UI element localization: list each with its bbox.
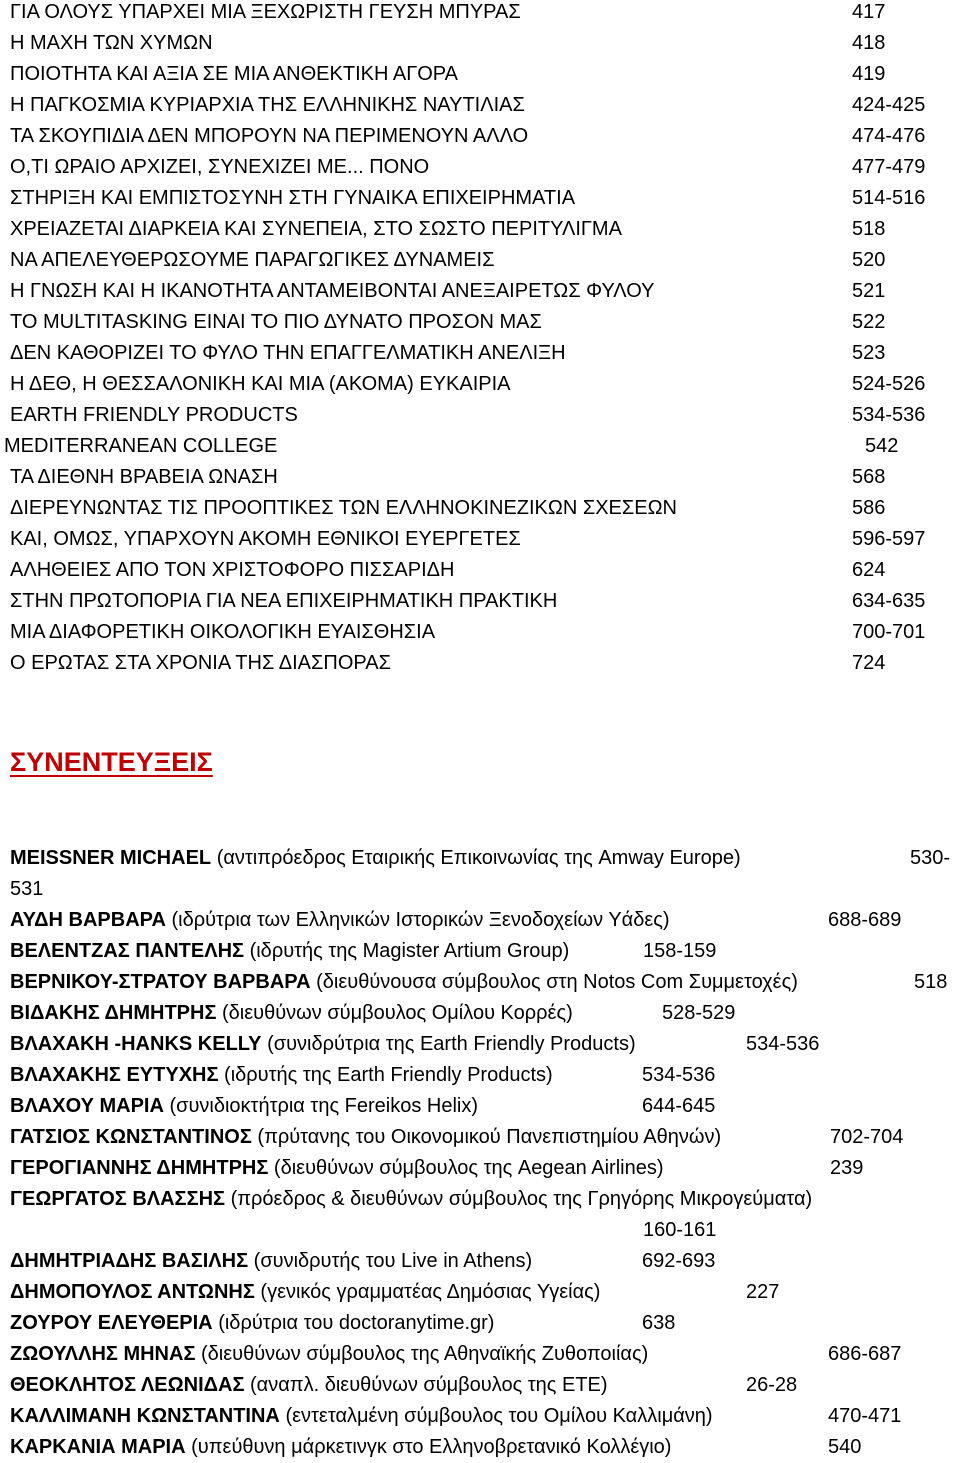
interview-pages: 239 bbox=[830, 1157, 864, 1179]
interviewee-name: ΚΑΡΚΑΝΙΑ ΜΑΡΙΑ bbox=[10, 1436, 186, 1458]
interview-pages: 518 bbox=[914, 971, 948, 993]
article-pages: 474-476 bbox=[852, 125, 926, 147]
interviewee-role: (γενικός γραμματέας Δημόσιας Υγείας) bbox=[260, 1281, 601, 1303]
interview-pages: 534-536 bbox=[642, 1064, 716, 1086]
list-item bbox=[10, 400, 950, 431]
interviewee-role: (ιδρυτής της Earth Friendly Products) bbox=[224, 1064, 553, 1086]
article-title: ΔΕΝ ΚΑΘΟΡΙΖΕΙ ΤΟ ΦΥΛΟ ΤΗΝ ΕΠΑΓΓΕΛΜΑΤΙΚΗ ΑΝΕΛΙΞΗ bbox=[10, 342, 566, 364]
interviewee-name: ΚΑΛΛΙΜΑΝΗ ΚΩΝΣΤΑΝΤΙΝΑ bbox=[10, 1405, 280, 1427]
article-pages: 568 bbox=[852, 466, 886, 488]
article-pages: 542 bbox=[865, 435, 899, 457]
article-pages: 624 bbox=[852, 559, 886, 581]
article-pages: 634-635 bbox=[852, 590, 926, 612]
interviewee-role: (διευθύνων σύμβουλος Ομίλου Κορρές) bbox=[222, 1002, 573, 1024]
article-title: ΜΙΑ ΔΙΑΦΟΡΕΤΙΚΗ ΟΙΚΟΛΟΓΙΚΗ ΕΥΑΙΣΘΗΣΙΑ bbox=[10, 621, 436, 643]
interview-pages: 688-689 bbox=[828, 909, 902, 931]
article-title: Η ΠΑΓΚΟΣΜΙΑ ΚΥΡΙΑΡΧΙΑ ΤΗΣ ΕΛΛΗΝΙΚΗΣ ΝΑΥΤΙΛΙΑΣ bbox=[10, 94, 525, 116]
interview-pages: 644-645 bbox=[642, 1095, 716, 1117]
interviewee-role: (πρύτανης του Οικονομικού Πανεπιστημίου Αθηνών) bbox=[257, 1126, 722, 1148]
list-item bbox=[10, 462, 950, 493]
interview-pages: 227 bbox=[746, 1281, 780, 1303]
interviewee-role: (διευθύνων σύμβουλος της Αθηναϊκής Ζυθοποιίας) bbox=[201, 1343, 649, 1365]
article-title: ΠΟΙΟΤΗΤΑ ΚΑΙ ΑΞΙΑ ΣΕ ΜΙΑ ΑΝΘΕΚΤΙΚΗ ΑΓΟΡΑ bbox=[10, 63, 458, 85]
article-title: ΚΑΙ, ΟΜΩΣ, ΥΠΑΡΧΟΥΝ ΑΚΟΜΗ ΕΘΝΙΚΟΙ ΕΥΕΡΓΕΤΕΣ bbox=[10, 528, 521, 550]
article-pages: 524-526 bbox=[852, 373, 926, 395]
list-item bbox=[10, 90, 950, 121]
article-pages: 534-536 bbox=[852, 404, 926, 426]
interview-pages: 26-28 bbox=[746, 1374, 798, 1396]
interviewee-name: ΓΕΡΟΓΙΑΝΝΗΣ ΔΗΜΗΤΡΗΣ bbox=[10, 1157, 269, 1179]
interview-pages: 638 bbox=[642, 1312, 676, 1334]
list-item bbox=[10, 1432, 955, 1463]
article-title: Η ΓΝΩΣΗ ΚΑΙ Η ΙΚΑΝΟΤΗΤΑ ΑΝΤΑΜΕΙΒΟΝΤΑΙ ΑΝΕΞΑΙΡΕΤΩΣ ΦΥΛΟΥ bbox=[10, 280, 655, 302]
list-item bbox=[10, 276, 950, 307]
interviewee-name: MEISSNER MICHAEL bbox=[10, 847, 212, 869]
interviewee-name: ΖΩΟΥΛΛΗΣ ΜΗΝΑΣ bbox=[10, 1343, 196, 1365]
list-item bbox=[10, 1122, 955, 1153]
article-title: ΔΙΕΡΕΥΝΩΝΤΑΣ ΤΙΣ ΠΡΟΟΠΤΙΚΕΣ ΤΩΝ ΕΛΛΗΝΟΚΙΝΕΖΙΚΩΝ ΣΧΕΣΕΩΝ bbox=[10, 497, 677, 519]
article-title: Η ΜΑΧΗ ΤΩΝ ΧΥΜΩΝ bbox=[10, 32, 213, 54]
interviewee-name: ΒΛΑΧΑΚΗ -HANKS KELLY bbox=[10, 1033, 262, 1055]
list-item bbox=[10, 338, 950, 369]
article-title: ΤΟ MULTITASKING ΕΙΝΑΙ ΤΟ ΠΙΟ ΔΥΝΑΤΟ ΠΡΟΣΟΝ ΜΑΣ bbox=[10, 311, 542, 333]
interview-pages: 692-693 bbox=[642, 1250, 716, 1272]
interview-pages-continued: 531 bbox=[10, 878, 44, 900]
article-pages: 724 bbox=[852, 652, 886, 674]
interviewee-role: (εντεταλμένη σύμβουλος του Ομίλου Καλλιμάνη) bbox=[285, 1405, 713, 1427]
article-pages: 586 bbox=[852, 497, 886, 519]
interviewee-name: ΑΥΔΗ ΒΑΡΒΑΡΑ bbox=[10, 909, 166, 931]
article-pages: 596-597 bbox=[852, 528, 926, 550]
list-item bbox=[10, 936, 955, 967]
article-title: EARTH FRIENDLY PRODUCTS bbox=[10, 404, 298, 426]
list-item bbox=[10, 998, 955, 1029]
list-item bbox=[10, 59, 950, 90]
article-title: Ο,ΤΙ ΩΡΑΙΟ ΑΡΧΙΖΕΙ, ΣΥΝΕΧΙΖΕΙ ΜΕ... ΠΟΝΟ bbox=[10, 156, 430, 178]
interview-pages: 470-471 bbox=[828, 1405, 902, 1427]
interviewee-role: (πρόεδρος & διευθύνων σύμβουλος της Γρηγόρης Μικρογεύματα) bbox=[230, 1188, 813, 1210]
interview-pages: 534-536 bbox=[746, 1033, 820, 1055]
interviewee-role: (υπεύθυνη μάρκετινγκ στο Ελληνοβρετανικό Κολλέγιο) bbox=[191, 1436, 672, 1458]
articles-list bbox=[4, 0, 950, 679]
list-item bbox=[10, 617, 950, 648]
interviewee-role: (αναπλ. διευθύνων σύμβουλος της ΕΤΕ) bbox=[250, 1374, 608, 1396]
list-item bbox=[10, 1060, 955, 1091]
article-title: ΑΛΗΘΕΙΕΣ ΑΠΟ ΤΟΝ ΧΡΙΣΤΟΦΟΡΟ ΠΙΣΣΑΡΙΔΗ bbox=[10, 559, 455, 581]
article-pages: 521 bbox=[852, 280, 886, 302]
interviewee-name: ΒΙΔΑΚΗΣ ΔΗΜΗΤΡΗΣ bbox=[10, 1002, 217, 1024]
list-item bbox=[10, 0, 950, 28]
article-title: ΧΡΕΙΑΖΕΤΑΙ ΔΙΑΡΚΕΙΑ ΚΑΙ ΣΥΝΕΠΕΙΑ, ΣΤΟ ΣΩΣΤΟ ΠΕΡΙΤΥΛΙΓΜΑ bbox=[10, 218, 622, 240]
list-item bbox=[10, 905, 955, 936]
interviewee-name: ΒΕΛΕΝΤΖΑΣ ΠΑΝΤΕΛΗΣ bbox=[10, 940, 245, 962]
list-item bbox=[10, 967, 955, 998]
interviewee-name: ΒΛΑΧΑΚΗΣ ΕΥΤΥΧΗΣ bbox=[10, 1064, 219, 1086]
interviewee-role: (ιδρυτής της Magister Artium Group) bbox=[249, 940, 570, 962]
list-item bbox=[10, 152, 950, 183]
interview-pages: 686-687 bbox=[828, 1343, 902, 1365]
article-pages: 418 bbox=[852, 32, 886, 54]
interviewee-role: (συνιδρυτής του Live in Athens) bbox=[253, 1250, 533, 1272]
article-title: ΣΤΗΝ ΠΡΩΤΟΠΟΡΙΑ ΓΙΑ ΝΕΑ ΕΠΙΧΕΙΡΗΜΑΤΙΚΗ ΠΡΑΚΤΙΚΗ bbox=[10, 590, 558, 612]
list-item bbox=[10, 183, 950, 214]
interviewee-role: (διευθύνουσα σύμβουλος στη Notos Com Συμμετοχές) bbox=[316, 971, 798, 993]
list-item bbox=[10, 843, 955, 905]
list-item bbox=[10, 1184, 955, 1246]
article-title: ΤΑ ΣΚΟΥΠΙΔΙΑ ΔΕΝ ΜΠΟΡΟΥΝ ΝΑ ΠΕΡΙΜΕΝΟΥΝ ΑΛΛΟ bbox=[10, 125, 529, 147]
article-title: MEDITERRANEAN COLLEGE bbox=[4, 435, 278, 457]
article-title: ΣΤΗΡΙΞΗ ΚΑΙ ΕΜΠΙΣΤΟΣΥΝΗ ΣΤΗ ΓΥΝΑΙΚΑ ΕΠΙΧΕΙΡΗΜΑΤΙΑ bbox=[10, 187, 576, 209]
interviewee-name: ΘΕΟΚΛΗΤΟΣ ΛΕΩΝΙΔΑΣ bbox=[10, 1374, 245, 1396]
interviewee-role: (συνιδιοκτήτρια της Fereikos Helix) bbox=[169, 1095, 478, 1117]
interviewee-role: (διευθύνων σύμβουλος της Aegean Airlines) bbox=[273, 1157, 664, 1179]
article-pages: 417 bbox=[852, 1, 886, 23]
interviewee-name: ΒΕΡΝΙΚΟΥ-ΣΤΡΑΤΟΥ ΒΑΡΒΑΡΑ bbox=[10, 971, 311, 993]
list-item bbox=[10, 121, 950, 152]
article-pages: 477-479 bbox=[852, 156, 926, 178]
list-item bbox=[10, 1339, 955, 1370]
article-title: ΝΑ ΑΠΕΛΕΥΘΕΡΩΣΟΥΜΕ ΠΑΡΑΓΩΓΙΚΕΣ ΔΥΝΑΜΕΙΣ bbox=[10, 249, 495, 271]
interviewee-name: ΒΛΑΧΟΥ ΜΑΡΙΑ bbox=[10, 1095, 164, 1117]
article-pages: 518 bbox=[852, 218, 886, 240]
interviewee-name: ΔΗΜΗΤΡΙΑΔΗΣ ΒΑΣΙΛΗΣ bbox=[10, 1250, 249, 1272]
list-item bbox=[10, 586, 950, 617]
article-title: Η ΔΕΘ, Η ΘΕΣΣΑΛΟΝΙΚΗ ΚΑΙ ΜΙΑ (ΑΚΟΜΑ) ΕΥΚΑΙΡΙΑ bbox=[10, 373, 511, 395]
interviewee-role: (ιδρύτρια των Ελληνικών Ιστορικών Ξενοδοχείων Υάδες) bbox=[171, 909, 670, 931]
list-item bbox=[10, 493, 950, 524]
interview-pages: 158-159 bbox=[643, 940, 717, 962]
list-item bbox=[10, 1308, 955, 1339]
list-item bbox=[10, 28, 950, 59]
list-item bbox=[10, 555, 950, 586]
list-item bbox=[10, 1246, 955, 1277]
list-item bbox=[10, 245, 950, 276]
interview-pages: 530- bbox=[910, 847, 951, 869]
list-item bbox=[10, 648, 950, 679]
interview-pages: 160-161 bbox=[643, 1219, 717, 1241]
article-title: ΤΑ ΔΙΕΘΝΗ ΒΡΑΒΕΙΑ ΩΝΑΣΗ bbox=[10, 466, 278, 488]
interviewee-name: ΓΑΤΣΙΟΣ ΚΩΝΣΤΑΝΤΙΝΟΣ bbox=[10, 1126, 252, 1148]
list-item bbox=[10, 1091, 955, 1122]
interviewee-role: (αντιπρόεδρος Εταιρικής Επικοινωνίας της Amway Europe) bbox=[216, 847, 741, 869]
list-item bbox=[10, 369, 950, 400]
interviewee-role: (ιδρύτρια του doctoranytime.gr) bbox=[218, 1312, 495, 1334]
list-item bbox=[10, 1370, 955, 1401]
list-item bbox=[10, 1029, 955, 1060]
interviewee-name: ΓΕΩΡΓΑΤΟΣ ΒΛΑΣΣΗΣ bbox=[10, 1188, 226, 1210]
interview-pages: 540 bbox=[828, 1436, 862, 1458]
article-title: Ο ΕΡΩΤΑΣ ΣΤΑ ΧΡΟΝΙΑ ΤΗΣ ΔΙΑΣΠΟΡΑΣ bbox=[10, 652, 391, 674]
article-pages: 700-701 bbox=[852, 621, 926, 643]
section-heading-interviews: ΣΥΝΕΝΤΕΥΞΕΙΣ bbox=[10, 747, 213, 777]
interviewee-name: ΖΟΥΡΟΥ ΕΛΕΥΘΕΡΙΑ bbox=[10, 1312, 213, 1334]
interviews-list bbox=[10, 843, 955, 1463]
article-pages: 419 bbox=[852, 63, 886, 85]
interviewee-name: ΔΗΜΟΠΟΥΛΟΣ ΑΝΤΩΝΗΣ bbox=[10, 1281, 255, 1303]
interview-pages: 528-529 bbox=[662, 1002, 736, 1024]
list-item bbox=[10, 1153, 955, 1184]
list-item bbox=[4, 431, 950, 462]
list-item bbox=[10, 524, 950, 555]
list-item bbox=[10, 307, 950, 338]
interviewee-role: (συνιδρύτρια της Earth Friendly Products) bbox=[267, 1033, 636, 1055]
article-pages: 424-425 bbox=[852, 94, 926, 116]
list-item bbox=[10, 214, 950, 245]
article-title: ΓΙΑ ΟΛΟΥΣ ΥΠΑΡΧΕΙ ΜΙΑ ΞΕΧΩΡΙΣΤΗ ΓΕΥΣΗ ΜΠΥΡΑΣ bbox=[10, 1, 521, 23]
article-pages: 522 bbox=[852, 311, 886, 333]
article-pages: 523 bbox=[852, 342, 886, 364]
article-pages: 514-516 bbox=[852, 187, 926, 209]
list-item bbox=[10, 1277, 955, 1308]
interview-pages: 702-704 bbox=[830, 1126, 904, 1148]
article-pages: 520 bbox=[852, 249, 886, 271]
list-item bbox=[10, 1401, 955, 1432]
